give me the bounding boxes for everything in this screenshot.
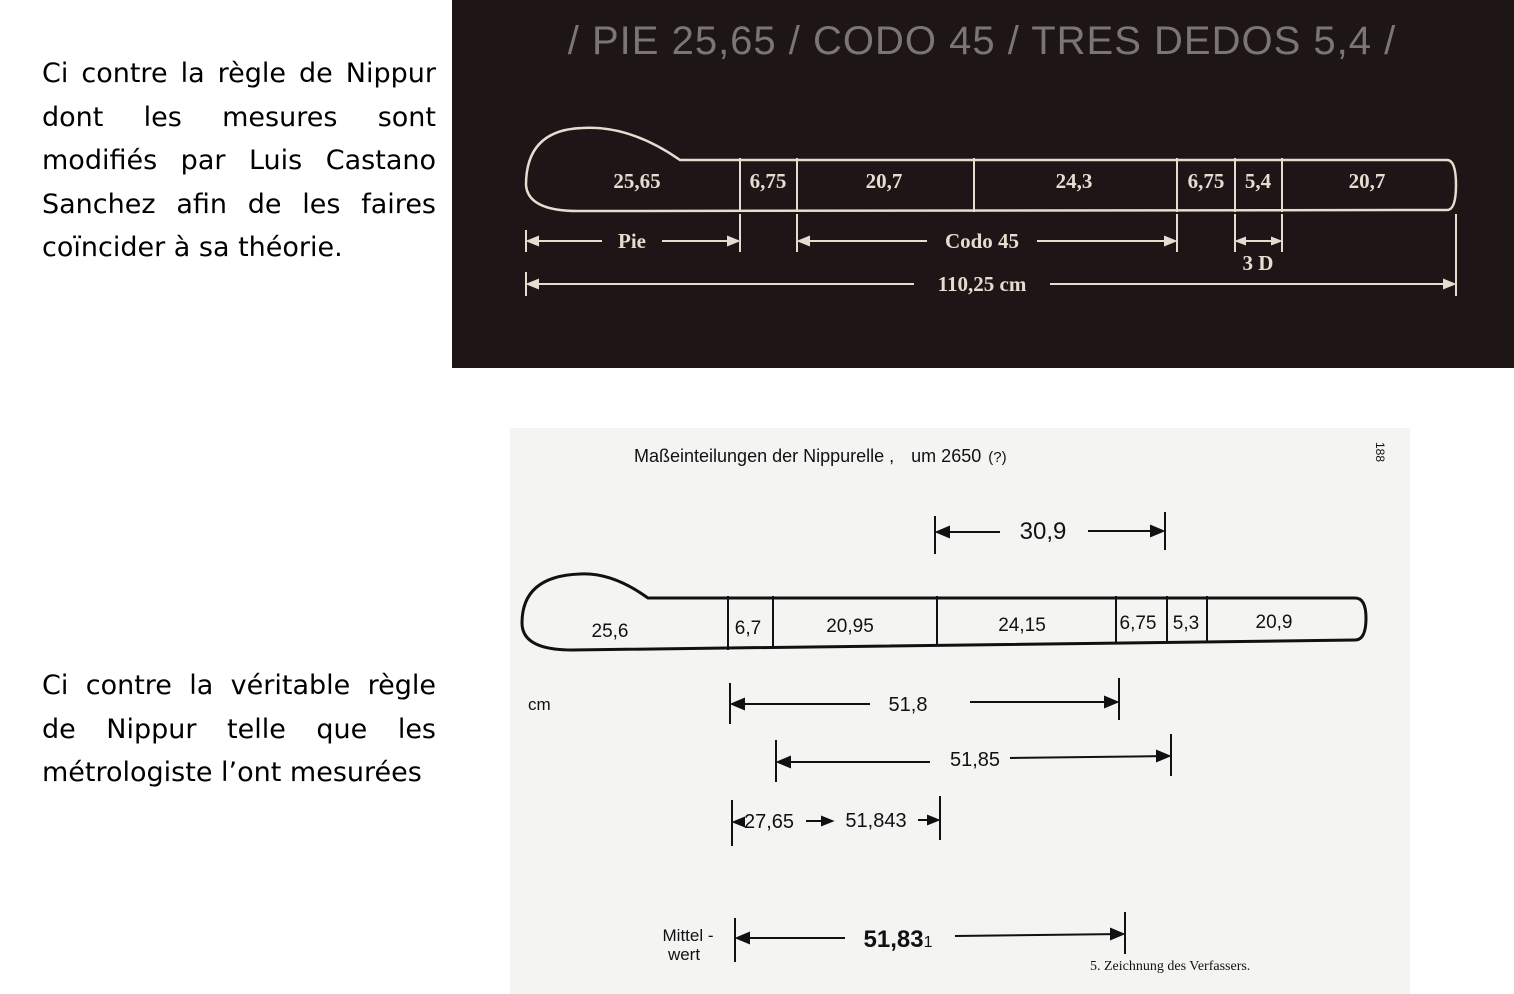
dim-27-65: 27,65 — [743, 811, 795, 833]
caption-true-ruler: Ci contre la véritable règle de Nippur telle que les métrologiste l’ont mesurées — [42, 670, 436, 788]
segment-label: 20,95 — [826, 616, 874, 637]
segment-label: 5,3 — [1172, 613, 1200, 634]
segment-label: 6,75 — [1119, 613, 1157, 634]
ruler-outline — [522, 574, 1366, 650]
segment-label: 24,15 — [998, 615, 1046, 636]
dim-3d-label: 3 D — [1242, 251, 1274, 275]
segment-label: 20,7 — [865, 169, 903, 193]
mean-value: 51,831 — [863, 926, 933, 953]
segment-label: 25,65 — [613, 169, 661, 193]
unit-label: cm — [528, 695, 551, 714]
segment-label: 24,3 — [1055, 169, 1093, 193]
true-ruler-diagram — [510, 428, 1410, 994]
modified-ruler-panel — [452, 0, 1514, 368]
figure-title: Maßeinteilungen der Nippurelle , um 2650 (?) — [634, 446, 1007, 466]
modified-ruler-diagram — [452, 0, 1514, 368]
segment-label: 5,4 — [1244, 169, 1272, 193]
dim-51-85: 51,85 — [949, 749, 1001, 771]
dim-51-843: 51,843 — [845, 810, 907, 832]
dim-51-8: 51,8 — [888, 694, 928, 716]
segment-label: 20,9 — [1255, 612, 1293, 633]
true-ruler-panel — [510, 428, 1410, 994]
mean-label-line1: Mittel - — [662, 926, 714, 945]
segment-label: 25,6 — [591, 621, 629, 642]
dim-30-9: 30,9 — [1019, 518, 1067, 545]
segment-label: 6,75 — [749, 169, 787, 193]
footnote: 5. Zeichnung des Verfassers. — [1090, 959, 1251, 974]
ruler-outline — [526, 128, 1456, 211]
dim-pie-label: Pie — [618, 229, 646, 253]
segment-label: 20,7 — [1348, 169, 1386, 193]
dim-codo-label: Codo 45 — [944, 229, 1020, 253]
segment-label: 6,75 — [1187, 169, 1225, 193]
segment-label: 6,7 — [734, 618, 762, 639]
page-number: 188 — [1373, 442, 1387, 463]
mean-label-line2: wert — [667, 945, 701, 964]
dim-total-label: 110,25 cm — [937, 272, 1027, 296]
caption-castano: Ci contre la règle de Nippur dont les mesures sont modifiés par Luis Castano Sanchez afin de les faires coïncider à sa théorie. — [42, 58, 436, 263]
banner-text: / PIE 25,65 / CODO 45 / TRES DEDOS 5,4 / — [567, 19, 1397, 63]
